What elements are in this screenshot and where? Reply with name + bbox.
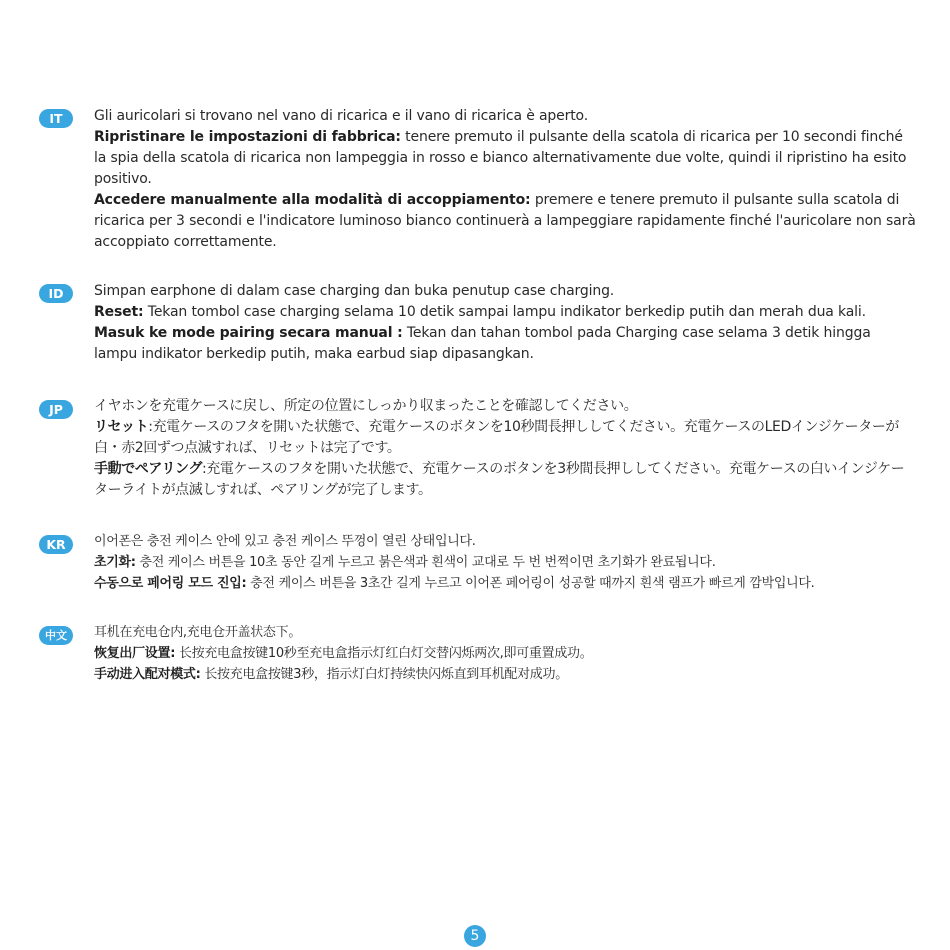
paragraph-body: 충전 케이스 버튼을 10초 동안 길게 누르고 붉은색과 흰색이 교대로 두 번 번쩍이면 초기화가 완료됩니다. bbox=[135, 555, 716, 570]
paragraph-body: Gli auricolari si trovano nel vano di ricarica e il vano di ricarica è aperto. bbox=[94, 108, 589, 124]
section-text-kr bbox=[94, 531, 916, 594]
paragraph-body: :充電ケースのフタを開いた状態で、充電ケースのボタンを3秒間長押ししてください。充電ケースの白いインジケーターライトが点滅しすれば、ペアリングが完了します。 bbox=[94, 461, 905, 498]
page-number: 5 bbox=[464, 925, 486, 947]
paragraph-body: :充電ケースのフタを開いた状態で、充電ケースのボタンを10秒間長押ししてください。充電ケースのLEDインジケーターが白・赤2回ずつ点滅すれば、リセットは完了です。 bbox=[94, 419, 900, 456]
language-badge-kr: KR bbox=[39, 535, 73, 554]
paragraph-heading: Ripristinare le impostazioni di fabbrica: bbox=[94, 129, 401, 145]
language-badge-jp: JP bbox=[39, 400, 73, 419]
paragraph-heading: 恢复出厂设置: bbox=[94, 646, 176, 661]
paragraph-body: イヤホンを充電ケースに戻し、所定の位置にしっかり収まったことを確認してください。 bbox=[94, 398, 638, 414]
paragraph bbox=[94, 459, 916, 501]
language-badge-zh: 中文 bbox=[39, 626, 73, 645]
paragraph-body: Tekan dan tahan tombol pada Charging case selama 3 detik hingga lampu indikator berkedip putih, maka earbud siap dipasangkan. bbox=[94, 325, 871, 362]
section-text-zh bbox=[94, 622, 916, 685]
paragraph-body: tenere premuto il pulsante della scatola di ricarica per 10 secondi finché la spia della scatola di ricarica non lampeggia in rosso e bianco alternativamente due volte, quindi il ripristino ha esito positivo. bbox=[94, 129, 907, 187]
paragraph-heading: 초기화: bbox=[94, 555, 136, 570]
paragraph bbox=[94, 302, 916, 323]
paragraph-body: premere e tenere premuto il pulsante sulla scatola di ricarica per 3 secondi e l'indicatore luminoso bianco continuerà a lampeggiare rapidamente finché l'auricolare non sarà accoppiato correttamente. bbox=[94, 192, 916, 250]
section-text-jp bbox=[94, 396, 916, 501]
paragraph-heading: 手動でペアリング bbox=[94, 461, 202, 477]
paragraph-body: 长按充电盒按键10秒至充电盒指示灯红白灯交替闪烁两次,即可重置成功。 bbox=[175, 646, 593, 661]
paragraph bbox=[94, 664, 916, 685]
paragraph-body: 충전 케이스 버튼을 3초간 길게 누르고 이어폰 페어링이 성공할 때까지 흰색 램프가 빠르게 깜박입니다. bbox=[246, 576, 815, 591]
paragraph-heading: リセット bbox=[94, 419, 149, 435]
paragraph bbox=[94, 323, 916, 365]
section-text-id bbox=[94, 281, 916, 365]
paragraph bbox=[94, 573, 916, 594]
paragraph bbox=[94, 552, 916, 573]
paragraph bbox=[94, 106, 916, 127]
paragraph bbox=[94, 622, 916, 643]
paragraph bbox=[94, 190, 916, 253]
paragraph-body: Simpan earphone di dalam case charging dan buka penutup case charging. bbox=[94, 283, 615, 299]
paragraph-body: 이어폰은 충전 케이스 안에 있고 충전 케이스 뚜껑이 열린 상태입니다. bbox=[94, 534, 476, 549]
section-text-it bbox=[94, 106, 916, 253]
paragraph-heading: Masuk ke mode pairing secara manual : bbox=[94, 325, 403, 341]
paragraph-heading: Reset: bbox=[94, 304, 144, 320]
paragraph bbox=[94, 396, 916, 417]
paragraph-body: Tekan tombol case charging selama 10 detik sampai lampu indikator berkedip putih dan merah dua kali. bbox=[143, 304, 866, 320]
paragraph bbox=[94, 281, 916, 302]
paragraph bbox=[94, 127, 916, 190]
paragraph bbox=[94, 531, 916, 552]
language-badge-it: IT bbox=[39, 109, 73, 128]
paragraph-body: 长按充电盒按键3秒，指示灯白灯持续快闪烁直到耳机配对成功。 bbox=[200, 667, 568, 682]
paragraph-heading: 수동으로 페어링 모드 진입: bbox=[94, 576, 247, 591]
paragraph-body: 耳机在充电仓内,充电仓开盖状态下。 bbox=[94, 625, 302, 640]
paragraph bbox=[94, 643, 916, 664]
paragraph-heading: 手动进入配对模式: bbox=[94, 667, 201, 682]
language-badge-id: ID bbox=[39, 284, 73, 303]
paragraph-heading: Accedere manualmente alla modalità di accoppiamento: bbox=[94, 192, 531, 208]
paragraph bbox=[94, 417, 916, 459]
